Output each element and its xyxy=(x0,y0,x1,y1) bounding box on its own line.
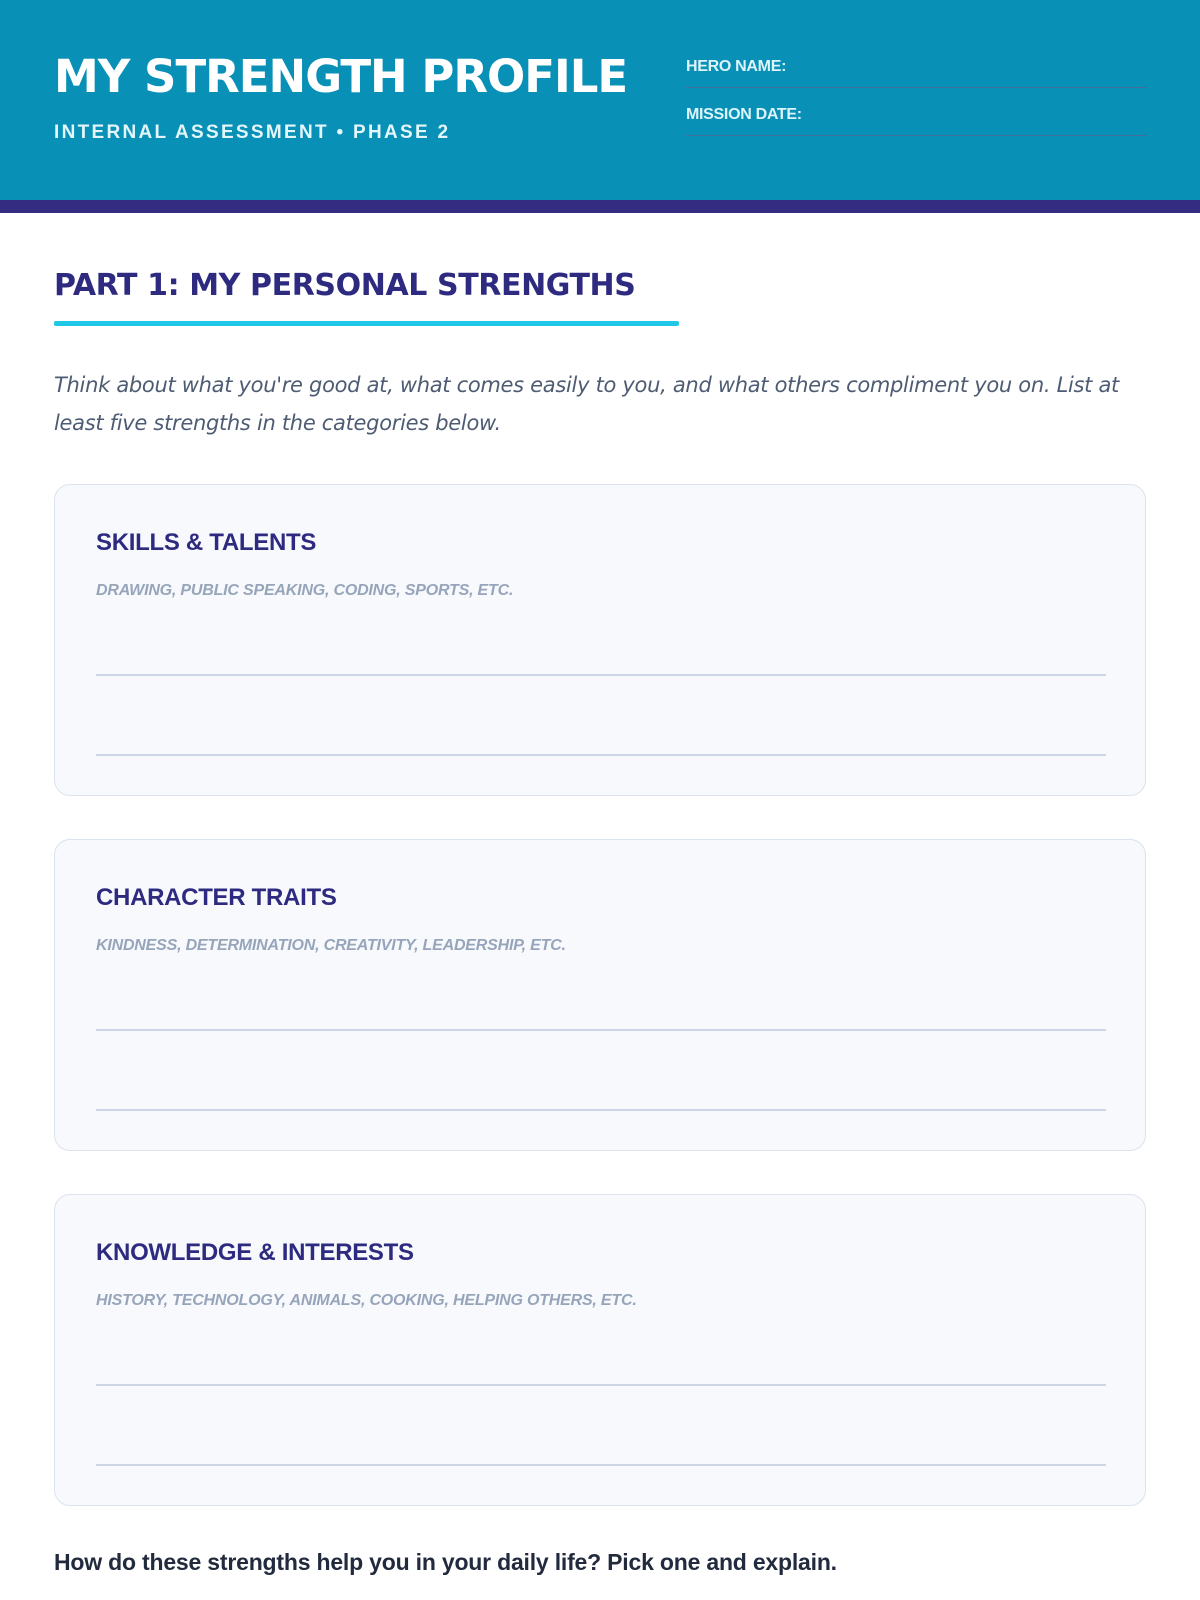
mission-date-label: MISSION DATE: xyxy=(686,106,802,123)
card-hint: HISTORY, TECHNOLOGY, ANIMALS, COOKING, HELPING OTHERS, ETC. xyxy=(96,1292,637,1309)
answer-line[interactable] xyxy=(96,754,1106,756)
hero-name-line[interactable] xyxy=(686,87,1147,88)
answer-line[interactable] xyxy=(96,1029,1106,1031)
mission-date-line[interactable] xyxy=(686,135,1147,136)
answer-line[interactable] xyxy=(96,1384,1106,1386)
card-hint: DRAWING, PUBLIC SPEAKING, CODING, SPORTS, ETC. xyxy=(96,582,514,599)
page-subtitle: INTERNAL ASSESSMENT • PHASE 2 xyxy=(54,122,451,143)
card-title: CHARACTER TRAITS xyxy=(96,884,337,911)
section-title-part1: PART 1: MY PERSONAL STRENGTHS xyxy=(54,268,636,303)
section-title-underline xyxy=(54,321,679,326)
answer-line[interactable] xyxy=(96,674,1106,676)
page-title: MY STRENGTH PROFILE xyxy=(54,50,628,103)
reflection-question: How do these strengths help you in your daily life? Pick one and explain. xyxy=(54,1549,837,1575)
answer-line[interactable] xyxy=(96,1464,1106,1466)
card-hint: KINDNESS, DETERMINATION, CREATIVITY, LEADERSHIP, ETC. xyxy=(96,937,566,954)
strength-card-skills xyxy=(54,484,1146,796)
strength-card-knowledge xyxy=(54,1194,1146,1506)
card-title: SKILLS & TALENTS xyxy=(96,529,317,556)
strength-card-character xyxy=(54,839,1146,1151)
mission-date-field[interactable] xyxy=(686,106,1147,136)
card-title: KNOWLEDGE & INTERESTS xyxy=(96,1239,414,1266)
page-header xyxy=(0,0,1200,200)
header-divider-band xyxy=(0,200,1200,213)
hero-name-field[interactable] xyxy=(686,58,1147,88)
hero-name-label: HERO NAME: xyxy=(686,58,787,75)
answer-line[interactable] xyxy=(96,1109,1106,1111)
section-intro: Think about what you're good at, what comes easily to you, and what others compliment you on. List at least five strengths in the categories below. xyxy=(54,373,1119,435)
